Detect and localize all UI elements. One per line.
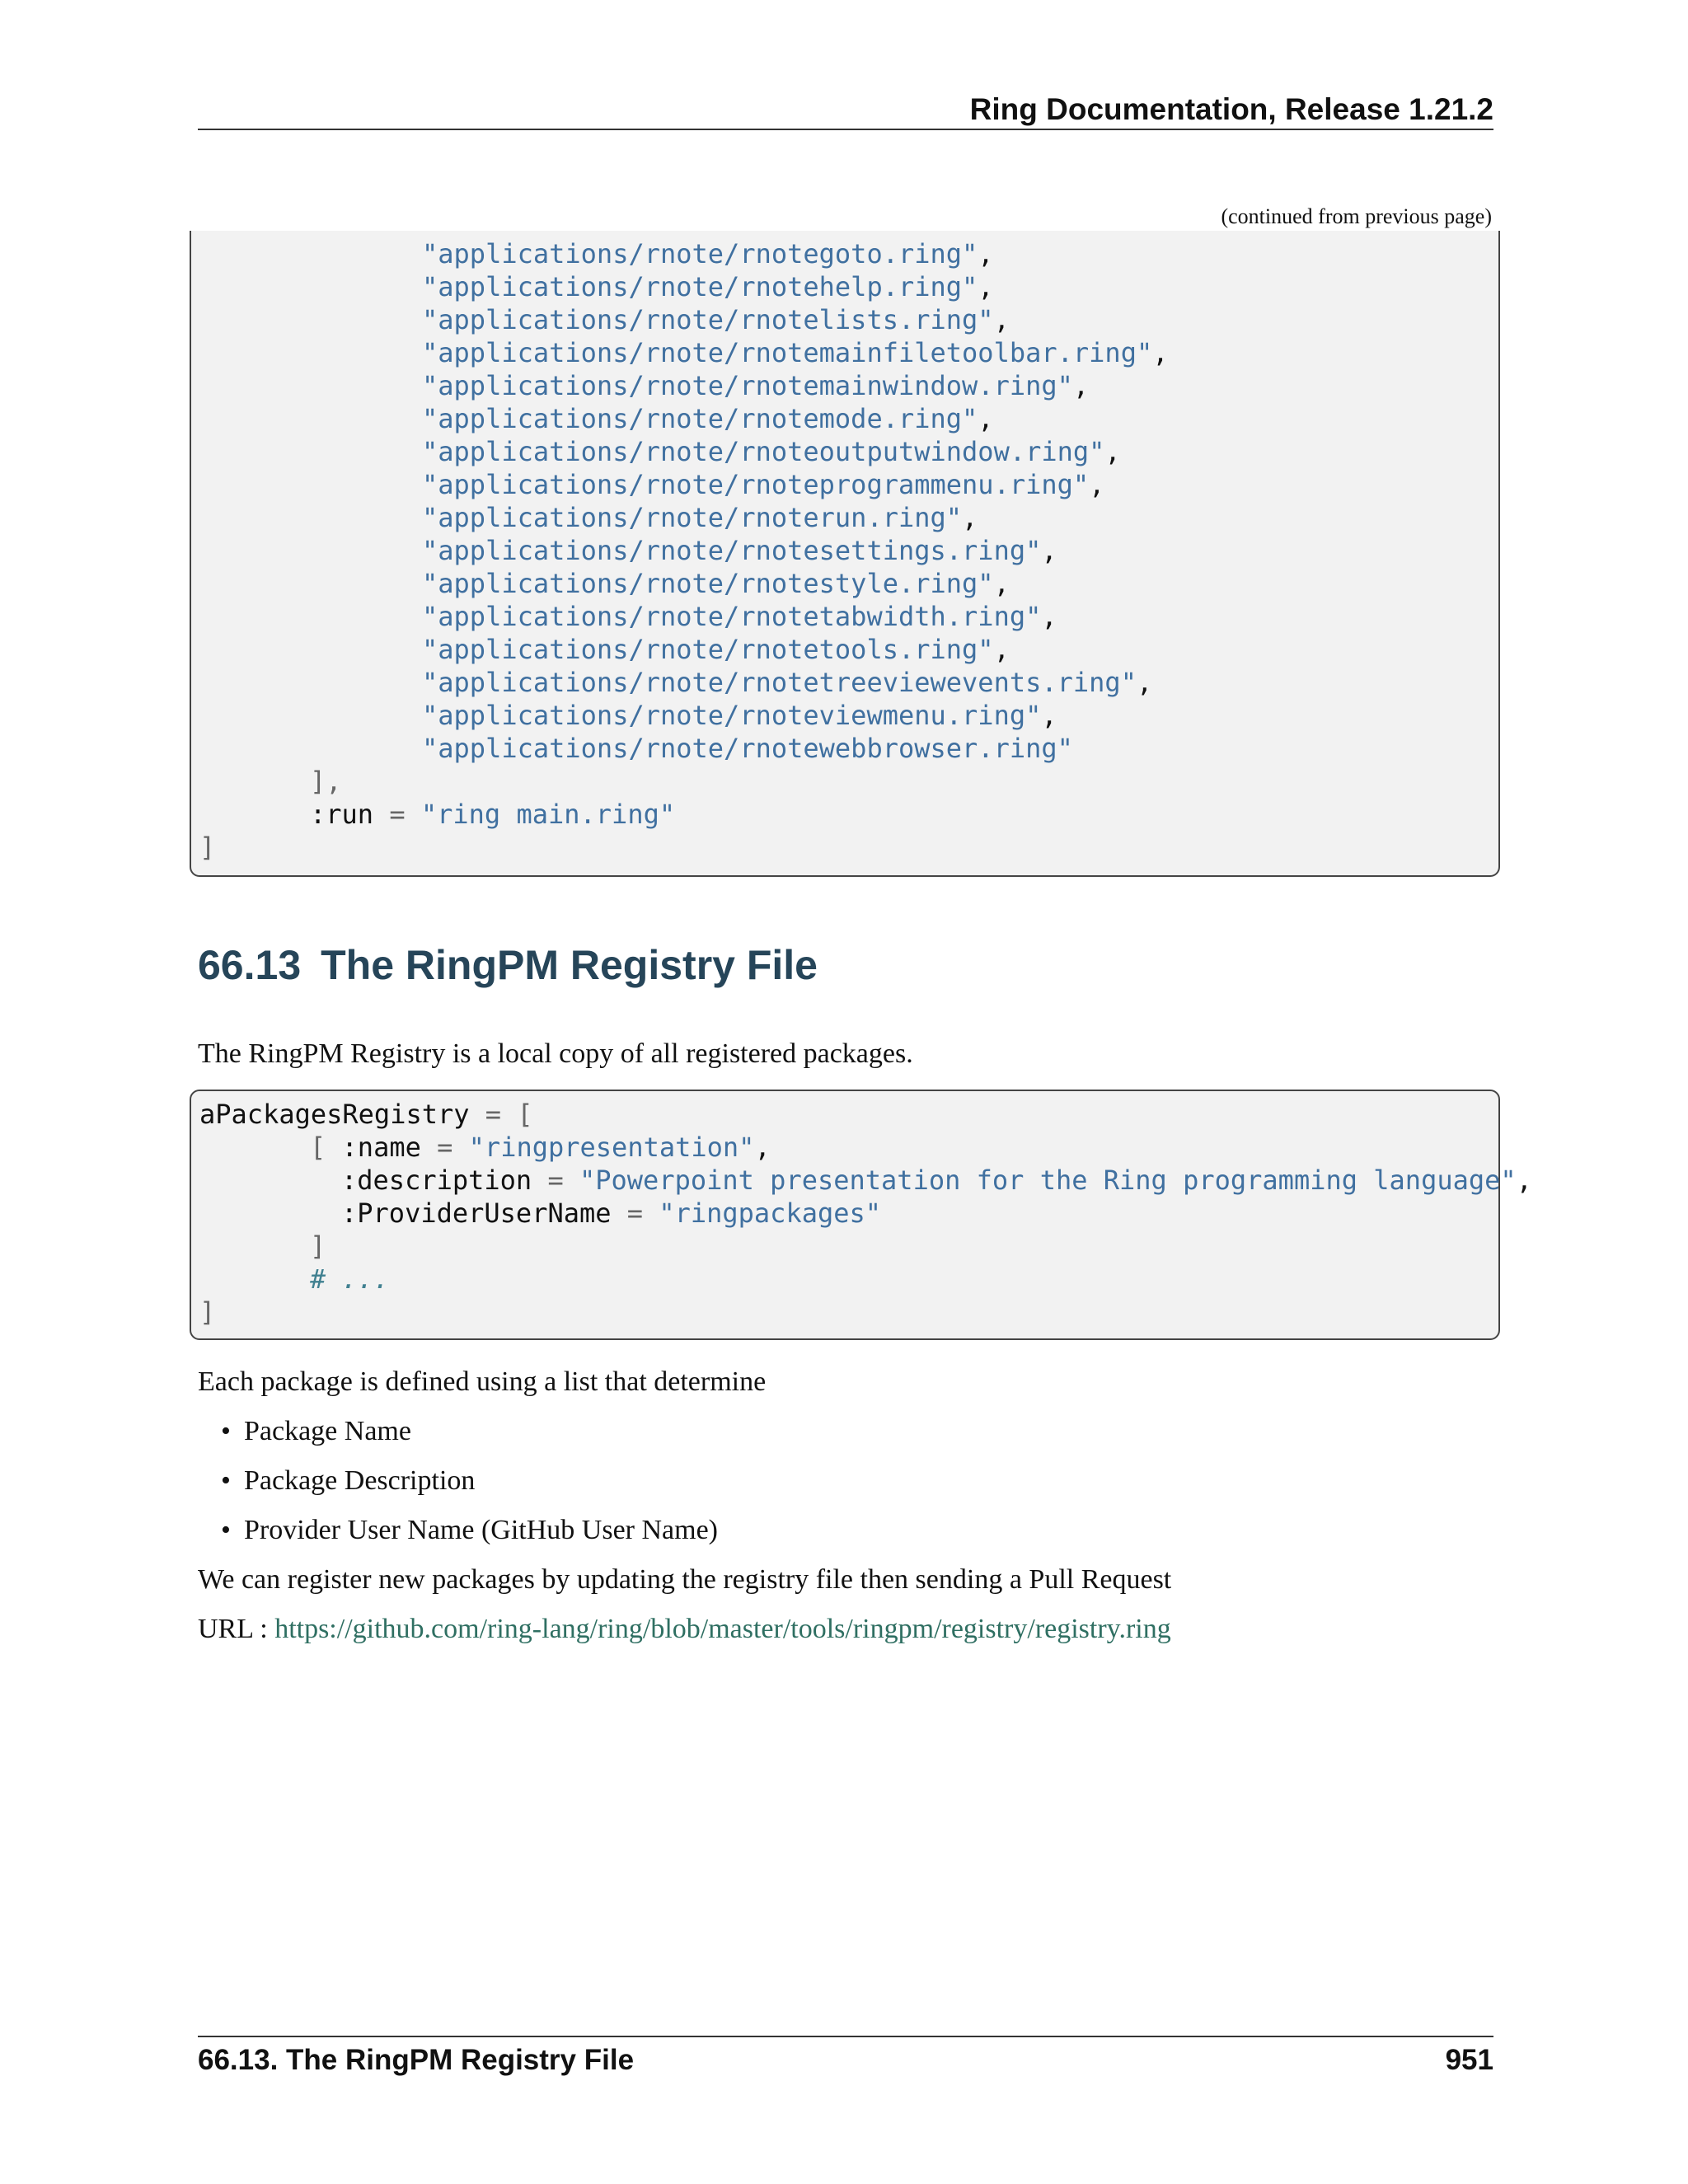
registry-url-link[interactable]: https://github.com/ring-lang/ring/blob/master/tools/ringpm/registry/registry.ring: [274, 1614, 1171, 1644]
string-literal: "applications/rnote/rnotemainfiletoolbar.ring": [422, 337, 1153, 368]
footer-rule: [198, 2036, 1493, 2037]
code-line: [422, 402, 994, 435]
string-literal: "applications/rnote/rnoteprogrammenu.ring": [422, 469, 1090, 500]
string-literal: "applications/rnote/rnotetools.ring": [422, 634, 994, 665]
string-literal: "applications/rnote/rnotemainwindow.ring": [422, 370, 1073, 401]
operator: =: [547, 1165, 564, 1196]
page-number: 951: [1445, 2044, 1493, 2076]
string-literal: "applications/rnote/rnotesettings.ring": [422, 535, 1042, 566]
punctuation: ,: [978, 238, 994, 269]
punctuation: ,: [993, 568, 1010, 599]
code-comment: # ...: [310, 1263, 390, 1295]
intro-paragraph: The RingPM Registry is a local copy of all registered packages.: [198, 1038, 913, 1069]
code-line: [422, 501, 978, 534]
register-paragraph: We can register new packages by updating the registry file then sending a Pull Request: [198, 1564, 1172, 1595]
string-literal: "Powerpoint presentation for the Ring programming language": [579, 1165, 1517, 1196]
punctuation: ,: [1089, 469, 1105, 500]
string-literal: "ring main.ring": [420, 799, 676, 830]
punctuation: ]: [310, 1230, 326, 1262]
code-line: [422, 369, 1089, 402]
code-block-continued: [190, 231, 1500, 877]
code-line: [422, 600, 1057, 633]
code-line: [422, 633, 1010, 666]
code-line: [310, 1131, 771, 1164]
punctuation: ,: [754, 1132, 771, 1163]
operator: =: [485, 1099, 502, 1130]
punctuation: ,: [1041, 700, 1057, 731]
code-line: [422, 666, 1152, 699]
string-literal: "applications/rnote/rnotestyle.ring": [422, 568, 994, 599]
code-line: [422, 270, 994, 303]
string-literal: "applications/rnote/rnotelists.ring": [422, 304, 994, 335]
operator: =: [389, 799, 406, 830]
punctuation: ,: [1041, 535, 1057, 566]
section-number: 66.13: [198, 942, 302, 988]
punctuation: ,: [1516, 1165, 1532, 1196]
string-literal: "applications/rnote/rnoteviewmenu.ring": [422, 700, 1042, 731]
punctuation: ,: [1152, 337, 1169, 368]
code-line: [422, 468, 1104, 501]
variable-name: aPackagesRegistry: [199, 1099, 470, 1130]
string-literal: "applications/rnote/rnotetreeviewevents.ring": [422, 667, 1137, 698]
string-literal: "applications/rnote/rnotemode.ring": [422, 403, 978, 434]
section-heading: [198, 941, 818, 989]
code-line: [422, 435, 1121, 468]
string-literal: "applications/rnote/rnotetabwidth.ring": [422, 601, 1042, 632]
code-line: [310, 1263, 389, 1296]
punctuation: ,: [1072, 370, 1090, 401]
punctuation: ,: [993, 304, 1010, 335]
string-literal: "applications/rnote/rnoterun.ring": [422, 502, 963, 533]
code-line: [341, 1164, 1532, 1197]
code-line: [310, 765, 342, 798]
punctuation: ,: [962, 502, 978, 533]
punctuation: ,: [978, 403, 994, 434]
continued-note: (continued from previous page): [1221, 204, 1492, 228]
punctuation: ,: [1104, 436, 1121, 467]
string-literal: "applications/rnote/rnotehelp.ring": [422, 271, 978, 302]
code-line: [422, 567, 1010, 600]
code-line: [199, 1296, 215, 1329]
list-item: • Package Description: [244, 1465, 475, 1497]
symbol-key: :name: [341, 1132, 421, 1163]
punctuation: ],: [310, 766, 342, 797]
code-line: [310, 798, 675, 831]
string-literal: "ringpresentation": [468, 1132, 755, 1163]
code-line: [199, 831, 215, 864]
section-title: The RingPM Registry File: [321, 942, 818, 988]
header-rule: [198, 129, 1493, 130]
code-line: [310, 1230, 326, 1263]
symbol-key: :description: [341, 1165, 532, 1196]
operator: =: [626, 1197, 644, 1229]
string-literal: "ringpackages": [659, 1197, 882, 1229]
url-label: URL :: [198, 1614, 268, 1644]
list-item: • Provider User Name (GitHub User Name): [244, 1515, 718, 1546]
url-paragraph: [198, 1614, 1171, 1645]
list-intro-paragraph: Each package is defined using a list that determine: [198, 1366, 767, 1397]
list-item: • Package Name: [244, 1416, 411, 1447]
punctuation: [: [310, 1132, 326, 1163]
code-block-registry: [190, 1090, 1532, 1340]
code-line: [199, 1098, 533, 1131]
running-header-title: Ring Documentation, Release 1.21.2: [969, 92, 1493, 126]
punctuation: ,: [978, 271, 994, 302]
punctuation: ]: [199, 1296, 216, 1328]
symbol-key: :ProviderUserName: [341, 1197, 612, 1229]
code-line: [422, 732, 1073, 765]
string-literal: "applications/rnote/rnotewebbrowser.ring": [422, 733, 1073, 764]
punctuation: ]: [199, 832, 216, 863]
punctuation: ,: [1136, 667, 1153, 698]
punctuation: [: [517, 1099, 533, 1130]
operator: =: [437, 1132, 453, 1163]
symbol-key: :run: [310, 799, 374, 830]
code-line: [422, 336, 1168, 369]
code-line: [422, 699, 1057, 732]
punctuation: ,: [993, 634, 1010, 665]
code-line: [422, 303, 1010, 336]
punctuation: ,: [1041, 601, 1057, 632]
string-literal: "applications/rnote/rnotegoto.ring": [422, 238, 978, 269]
code-line: [422, 237, 994, 270]
footer-section-title: 66.13. The RingPM Registry File: [198, 2044, 635, 2076]
string-literal: "applications/rnote/rnoteoutputwindow.ring": [422, 436, 1105, 467]
code-line: [341, 1197, 881, 1230]
code-line: [422, 534, 1057, 567]
